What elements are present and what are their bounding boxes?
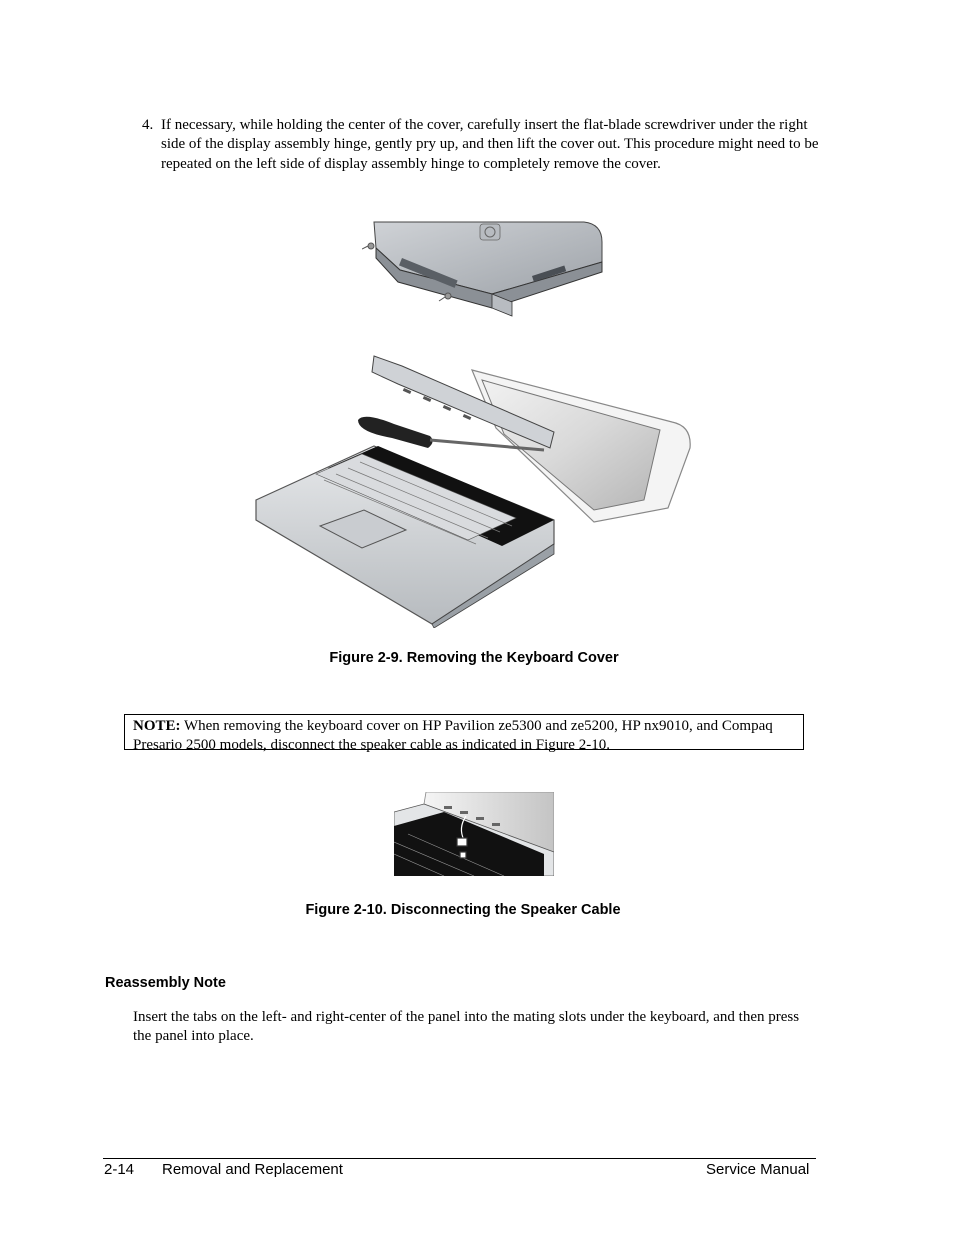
note-text: When removing the keyboard cover on HP Pavilion ze5300 and ze5200, HP nx9010, and Compaq Presario 2500 models, disconnect the speaker cable as indicated in Figure 2-10. (133, 718, 773, 754)
footer-manual: Service Manual (706, 1161, 810, 1178)
reassembly-text: Insert the tabs on the left- and right-center of the panel into the mating slots under the keyboard, and then press the panel into place. (133, 1009, 800, 1045)
figure-2-10-caption: Figure 2-10. Disconnecting the Speaker Cable (305, 902, 621, 918)
laptop-bottom-illustration (362, 218, 612, 322)
reassembly-heading: Reassembly Note (105, 975, 226, 991)
note-box (124, 714, 804, 754)
hp-logo-icon (480, 224, 500, 240)
footer-section: Removal and Replacement (162, 1161, 343, 1178)
footer-page-number: 2-14 (104, 1161, 135, 1178)
speaker-cable-illustration (394, 792, 554, 876)
step-text: If necessary, while holding the center of the cover, carefully insert the flat-blade screwdriver under the right side of the display assembly hinge, gently pry up, and then lift the cover out. This procedure might need to be repeated on the left side of display assembly hinge to completely remove the cover. (161, 117, 819, 172)
step-number: 4. (142, 117, 154, 133)
laptop-keyboard-cover-illustration (254, 350, 694, 628)
note-label: NOTE: (133, 718, 181, 734)
footer-rule (103, 1158, 816, 1159)
figure-2-9-caption: Figure 2-9. Removing the Keyboard Cover (329, 650, 619, 666)
